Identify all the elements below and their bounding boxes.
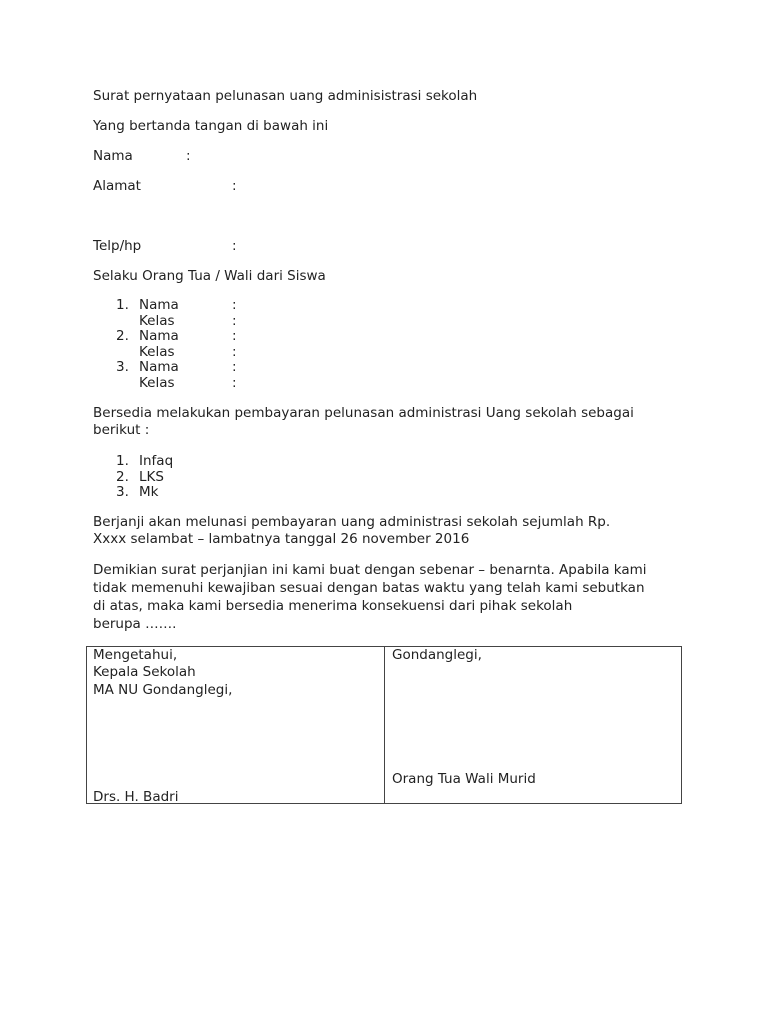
payment-item-number: 2. [116, 469, 129, 485]
student-kelas-label: Kelas [139, 375, 175, 391]
student-nama-colon: : [232, 328, 237, 344]
promise-line-2: Xxxx selambat – lambatnya tanggal 26 november 2016 [93, 531, 470, 547]
closing-line-1: Demikian surat perjanjian ini kami buat dengan sebenar – benarnta. Apabila kami [93, 562, 647, 578]
student-number: 2. [116, 328, 129, 344]
student-number: 3. [116, 359, 129, 375]
guardian-line: Selaku Orang Tua / Wali dari Siswa [93, 268, 326, 284]
signature-table [86, 646, 682, 804]
signature-left-line-1: Mengetahui, [93, 647, 178, 663]
student-nama-colon: : [232, 359, 237, 375]
telp-colon: : [232, 238, 237, 254]
signature-left-name: Drs. H. Badri [93, 789, 179, 805]
student-nama-label: Nama [139, 359, 179, 375]
student-kelas-colon: : [232, 375, 237, 391]
closing-line-4: berupa ……. [93, 616, 177, 632]
signature-left-line-2: Kepala Sekolah [93, 664, 196, 680]
telp-label: Telp/hp [93, 238, 142, 254]
payment-item-label: LKS [139, 469, 164, 485]
payment-item-number: 3. [116, 484, 129, 500]
student-kelas-label: Kelas [139, 344, 175, 360]
document-title: Surat pernyataan pelunasan uang adminisistrasi sekolah [93, 88, 478, 104]
payment-intro-line-2: berikut : [93, 422, 150, 438]
payment-intro-line-1: Bersedia melakukan pembayaran pelunasan administrasi Uang sekolah sebagai [93, 405, 634, 421]
nama-label: Nama [93, 148, 133, 164]
alamat-label: Alamat [93, 178, 141, 194]
student-number: 1. [116, 297, 129, 313]
promise-line-1: Berjanji akan melunasi pembayaran uang administrasi sekolah sejumlah Rp. [93, 514, 611, 530]
payment-item-number: 1. [116, 453, 129, 469]
signature-right-line-1: Gondanglegi, [392, 647, 482, 663]
payment-item-label: Mk [139, 484, 159, 500]
intro-text: Yang bertanda tangan di bawah ini [93, 118, 329, 134]
student-nama-colon: : [232, 297, 237, 313]
student-kelas-colon: : [232, 344, 237, 360]
closing-line-3: di atas, maka kami bersedia menerima konsekuensi dari pihak sekolah [93, 598, 573, 614]
student-kelas-label: Kelas [139, 313, 175, 329]
payment-item-label: Infaq [139, 453, 174, 469]
nama-colon: : [186, 148, 191, 164]
closing-line-2: tidak memenuhi kewajiban sesuai dengan batas waktu yang telah kami sebutkan [93, 580, 645, 596]
student-nama-label: Nama [139, 328, 179, 344]
signature-right-name: Orang Tua Wali Murid [392, 771, 536, 787]
signature-left-line-3: MA NU Gondanglegi, [93, 682, 233, 698]
student-kelas-colon: : [232, 313, 237, 329]
student-nama-label: Nama [139, 297, 179, 313]
alamat-colon: : [232, 178, 237, 194]
signature-table-divider [384, 647, 385, 803]
